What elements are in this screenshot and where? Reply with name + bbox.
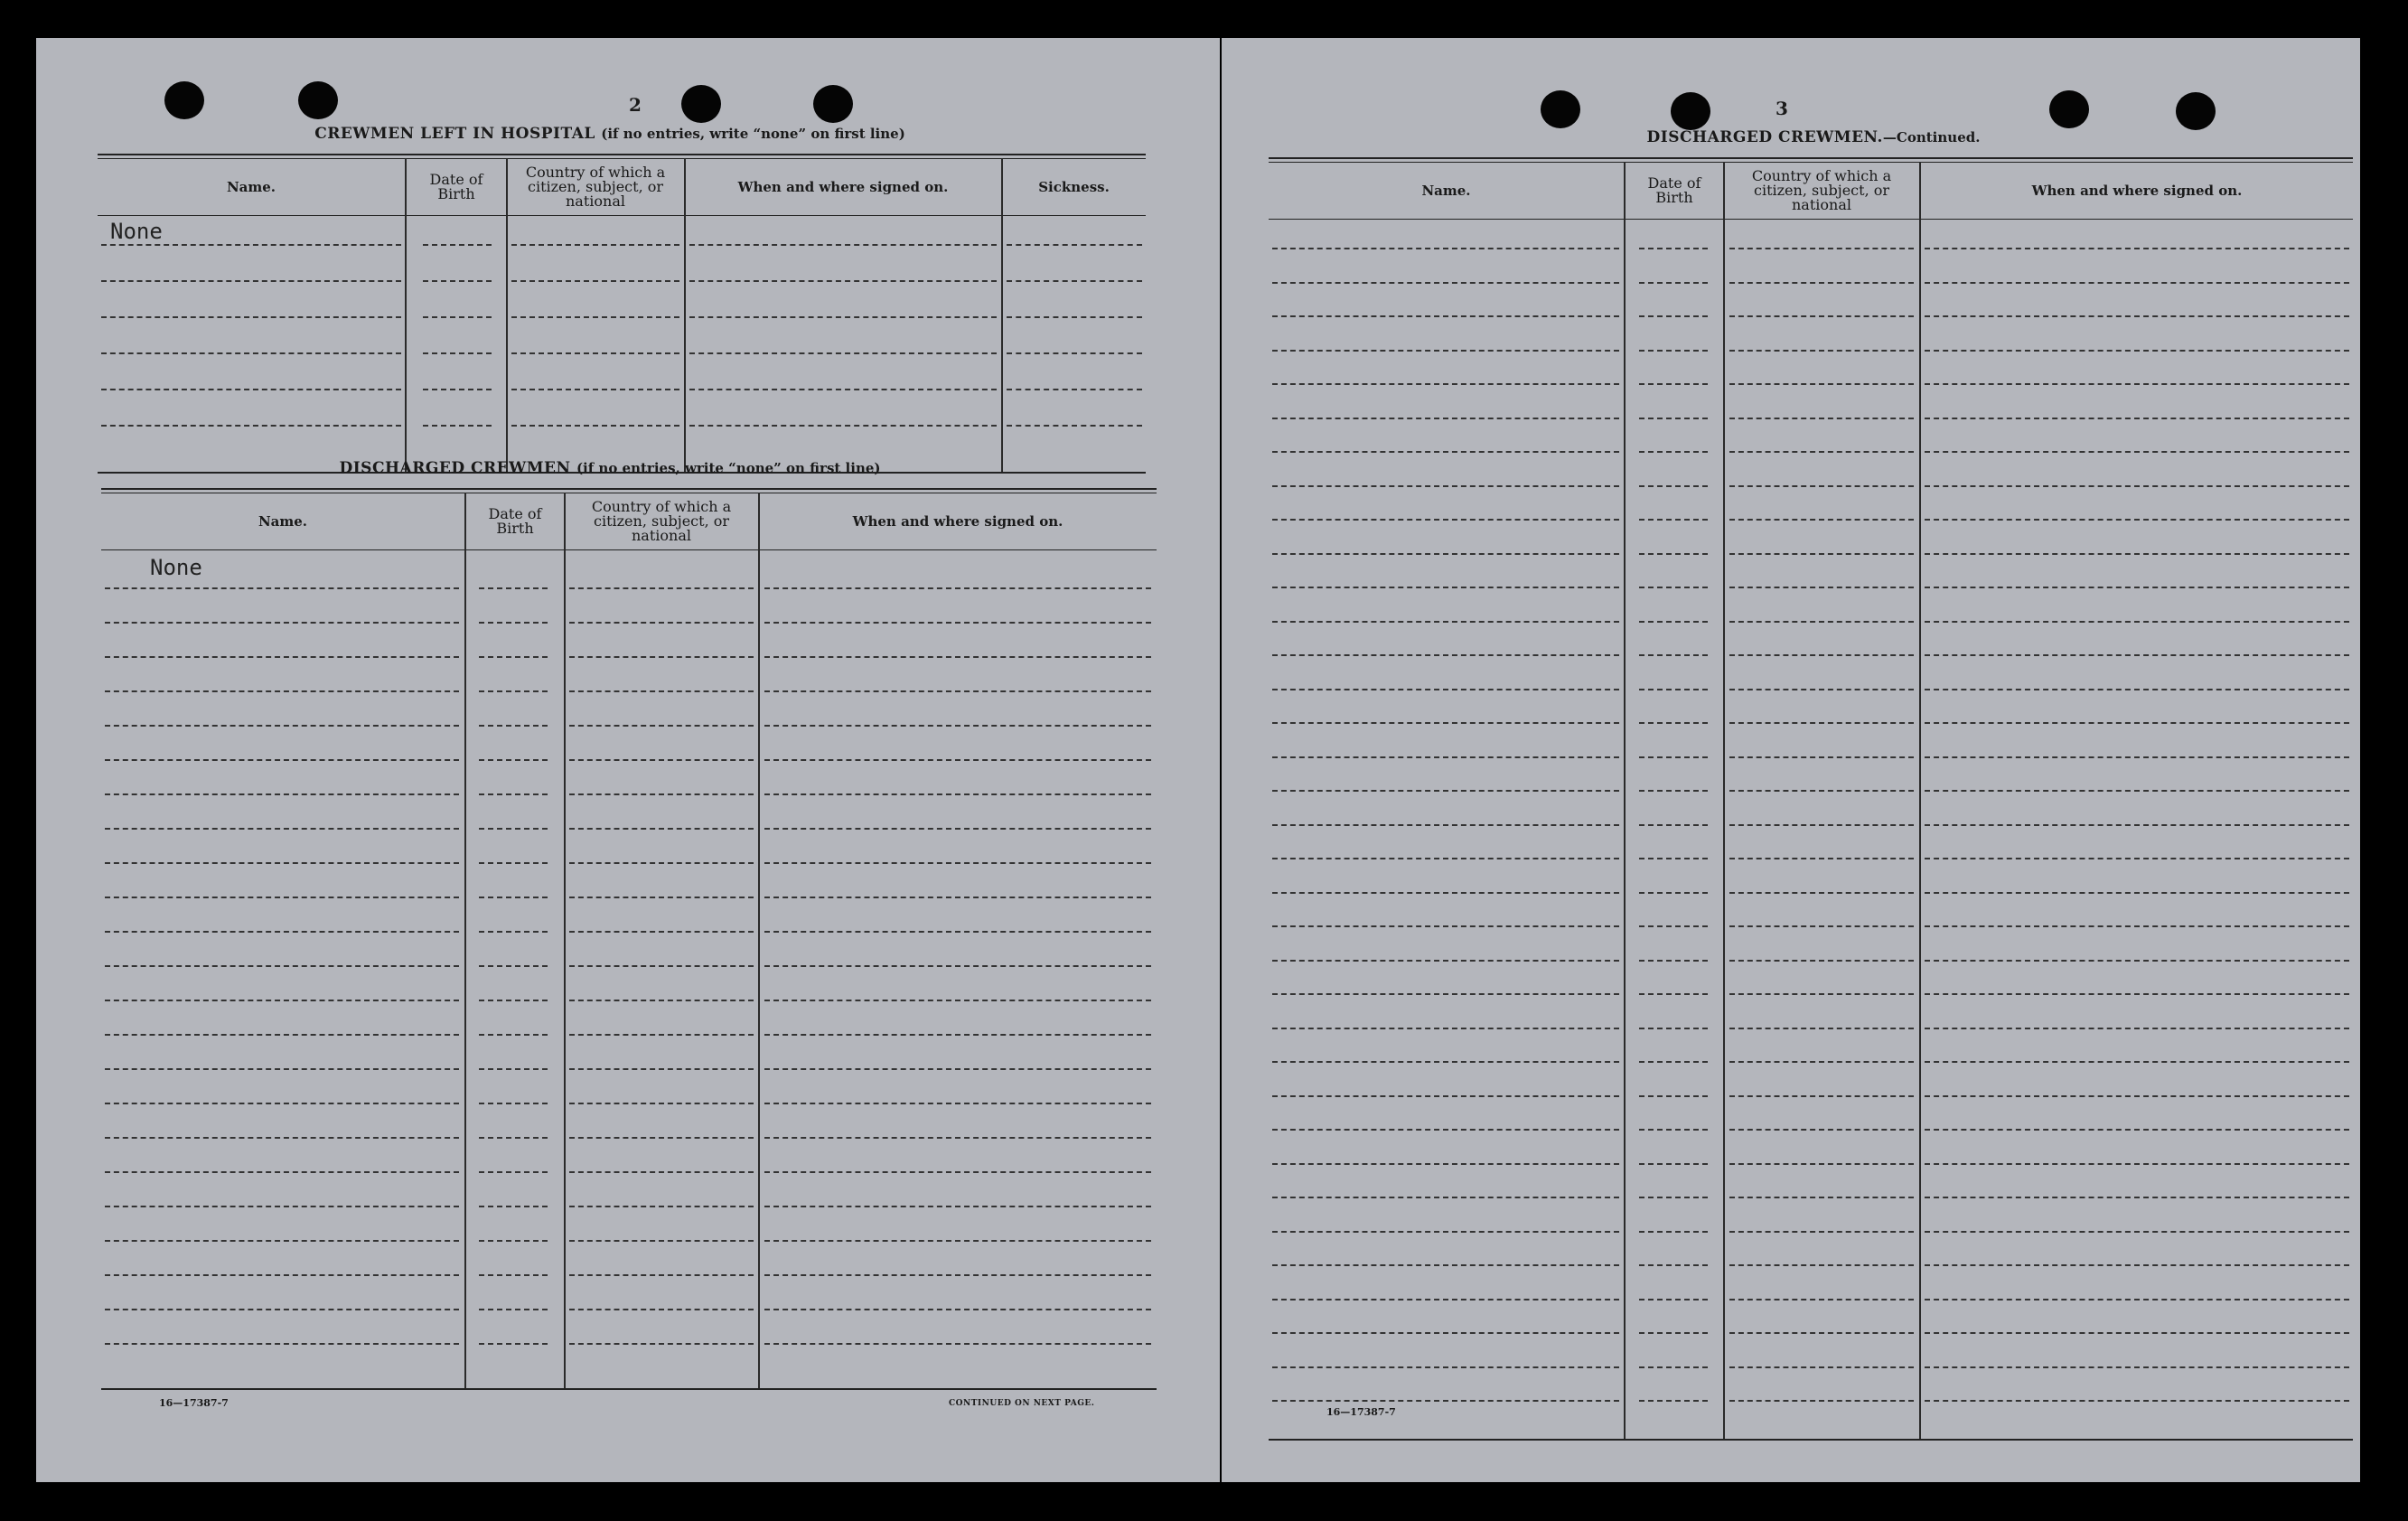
ruled-line: [1639, 418, 1708, 419]
ruled-line: [1272, 1231, 1619, 1233]
ruled-line: [479, 1171, 548, 1173]
column-header-sickness: Sickness.: [1038, 178, 1110, 195]
ruled-line: [1272, 1197, 1619, 1198]
ruled-line: [105, 828, 459, 830]
ruled-line: [1925, 1129, 2349, 1131]
ruled-line: [569, 759, 754, 761]
ruled-line: [1639, 282, 1708, 284]
ruled-line: [1925, 722, 2349, 724]
column-header-date-of-birth: Date of Birth: [429, 171, 483, 202]
column-header-country: Country of which a citizen, subject, or national: [1751, 167, 1892, 213]
ruled-line: [1925, 621, 2349, 623]
ruled-line: [479, 1240, 548, 1242]
ruled-line: [1729, 1095, 1914, 1097]
ruled-line: [1925, 1197, 2349, 1198]
punch-hole: [681, 85, 721, 123]
ruled-line: [1639, 1095, 1708, 1097]
ruled-line: [1639, 519, 1708, 521]
ruled-line: [569, 1240, 754, 1242]
ruled-line: [479, 1068, 548, 1070]
ruled-line: [1272, 350, 1619, 352]
ruled-line: [569, 965, 754, 967]
ruled-line: [1639, 1400, 1708, 1402]
ruled-line: [1272, 315, 1619, 317]
hospital-first-entry: None: [110, 219, 163, 244]
ruled-line: [479, 759, 548, 761]
ruled-line: [1925, 824, 2349, 826]
ruled-line: [1729, 892, 1914, 894]
ruled-line: [569, 587, 754, 589]
ruled-line: [479, 793, 548, 795]
ruled-line: [1639, 621, 1708, 623]
form-number: 16—17387-7: [159, 1397, 229, 1409]
ruled-line: [105, 1000, 459, 1001]
column-header-country: Country of which a citizen, subject, or national: [525, 164, 666, 210]
ruled-line: [764, 931, 1151, 933]
ruled-line: [1925, 1095, 2349, 1097]
ruled-line: [1729, 824, 1914, 826]
ruled-line: [1925, 858, 2349, 859]
ruled-line: [1925, 925, 2349, 927]
column-header-signed-on: When and where signed on.: [2031, 182, 2243, 199]
ruled-line: [1639, 689, 1708, 690]
ruled-line: [105, 1274, 459, 1276]
ruled-line: [1272, 1095, 1619, 1097]
discharged-title-note: (if no entries, write “none” on first line): [576, 460, 881, 476]
ruled-line: [1729, 383, 1914, 385]
ruled-line: [1272, 485, 1619, 487]
discharged-first-entry: None: [150, 555, 202, 580]
punch-hole: [2176, 92, 2216, 130]
ruled-line: [764, 1309, 1151, 1310]
ruled-line: [1272, 383, 1619, 385]
ruled-line: [1729, 282, 1914, 284]
ruled-line: [479, 1137, 548, 1139]
ruled-line: [1272, 1299, 1619, 1300]
ruled-line: [1925, 1332, 2349, 1334]
punch-hole: [2049, 90, 2089, 128]
ruled-line: [569, 656, 754, 658]
ruled-line: [1729, 925, 1914, 927]
ruled-line: [1729, 315, 1914, 317]
ruled-line: [1925, 1264, 2349, 1266]
ruled-line: [1639, 553, 1708, 555]
ruled-line: [764, 1206, 1151, 1207]
ruled-line: [1925, 960, 2349, 962]
ruled-line: [569, 1343, 754, 1345]
column-header-name: Name.: [258, 512, 308, 530]
form-number: 16—17387-7: [1326, 1406, 1396, 1418]
column-header-signed-on: When and where signed on.: [852, 512, 1063, 530]
ruled-line: [1925, 689, 2349, 690]
ruled-line: [1272, 722, 1619, 724]
ruled-line: [1639, 1061, 1708, 1063]
ruled-line: [1925, 519, 2349, 521]
ruled-line: [1729, 993, 1914, 995]
ruled-line: [1729, 1400, 1914, 1402]
ruled-line: [1639, 350, 1708, 352]
ruled-line: [1925, 485, 2349, 487]
ruled-line: [105, 931, 459, 933]
ruled-line: [764, 587, 1151, 589]
ruled-line: [569, 1068, 754, 1070]
ruled-line: [569, 897, 754, 898]
ruled-line: [105, 1137, 459, 1139]
ruled-line: [105, 897, 459, 898]
ruled-line: [1639, 1366, 1708, 1368]
ruled-line: [105, 1343, 459, 1345]
ruled-line: [1272, 587, 1619, 588]
ruled-line: [479, 725, 548, 727]
ruled-line: [105, 862, 459, 864]
ruled-line: [764, 1343, 1151, 1345]
ruled-line: [1729, 1061, 1914, 1063]
ruled-line: [479, 862, 548, 864]
ruled-line: [105, 1171, 459, 1173]
ruled-line: [1639, 925, 1708, 927]
ruled-line: [1925, 248, 2349, 249]
ruled-line: [479, 931, 548, 933]
hospital-table: [98, 154, 1146, 475]
ruled-line: [1925, 282, 2349, 284]
discharged-continued-title: [1294, 128, 2333, 146]
ruled-line: [1272, 1332, 1619, 1334]
hospital-title-text: CREWMEN LEFT IN HOSPITAL: [314, 125, 595, 143]
ruled-line: [479, 690, 548, 692]
column-header-name: Name.: [1421, 182, 1471, 199]
discharged-section-title: [99, 459, 1120, 477]
ruled-line: [764, 725, 1151, 727]
ruled-line: [1925, 993, 2349, 995]
ruled-line: [479, 1343, 548, 1345]
ruled-line: [479, 828, 548, 830]
ruled-line: [1729, 451, 1914, 453]
column-header-date-of-birth: Date of Birth: [1647, 174, 1701, 206]
ruled-line: [1272, 451, 1619, 453]
continued-table: [1269, 157, 2353, 1442]
ruled-line: [569, 622, 754, 624]
ruled-line: [764, 759, 1151, 761]
ruled-line: [1272, 1129, 1619, 1131]
ruled-line: [479, 1000, 548, 1001]
ruled-line: [764, 897, 1151, 898]
ruled-line: [764, 690, 1151, 692]
ruled-line: [479, 1309, 548, 1310]
continued-note: CONTINUED ON NEXT PAGE.: [949, 1399, 1095, 1408]
ruled-line: [1639, 315, 1708, 317]
ruled-line: [1729, 1028, 1914, 1029]
ruled-line: [1639, 722, 1708, 724]
ruled-line: [479, 897, 548, 898]
ruled-line: [1925, 1163, 2349, 1165]
ruled-line: [1925, 892, 2349, 894]
ruled-line: [1729, 553, 1914, 555]
ruled-line: [1272, 892, 1619, 894]
ruled-line: [764, 1034, 1151, 1036]
ruled-line: [764, 656, 1151, 658]
ruled-line: [764, 965, 1151, 967]
ruled-line: [479, 1034, 548, 1036]
page-number: 2: [629, 94, 642, 116]
discharged-title-text: DISCHARGED CREWMEN: [339, 459, 571, 477]
ruled-line: [569, 793, 754, 795]
column-header-date-of-birth: Date of Birth: [488, 505, 542, 537]
ruled-line: [1639, 248, 1708, 249]
ruled-line: [1639, 1264, 1708, 1266]
ruled-line: [569, 1171, 754, 1173]
ruled-line: [1272, 1163, 1619, 1165]
ruled-line: [569, 1000, 754, 1001]
ruled-line: [1272, 553, 1619, 555]
ruled-line: [105, 622, 459, 624]
ruled-line: [1729, 587, 1914, 588]
ruled-line: [1639, 1028, 1708, 1029]
ruled-line: [1925, 553, 2349, 555]
ruled-line: [1729, 1264, 1914, 1266]
ruled-line: [1272, 756, 1619, 758]
ruled-line: [764, 1068, 1151, 1070]
right-page: [1222, 38, 2360, 1482]
ruled-line: [569, 828, 754, 830]
ruled-line: [1272, 790, 1619, 792]
ruled-line: [1639, 654, 1708, 656]
discharged-continued-title-text: DISCHARGED CREWMEN.: [1646, 128, 1883, 146]
ruled-line: [1925, 1299, 2349, 1300]
ruled-line: [569, 1034, 754, 1036]
ruled-line: [569, 931, 754, 933]
ruled-line: [569, 862, 754, 864]
ruled-line: [1639, 1197, 1708, 1198]
ruled-line: [1639, 1129, 1708, 1131]
ruled-line: [479, 1274, 548, 1276]
ruled-line: [105, 1206, 459, 1207]
ruled-line: [105, 759, 459, 761]
ruled-line: [1729, 248, 1914, 249]
ruled-line: [1729, 1332, 1914, 1334]
ruled-line: [1925, 418, 2349, 419]
ruled-line: [105, 725, 459, 727]
ruled-line: [1729, 790, 1914, 792]
ruled-line: [1925, 1400, 2349, 1402]
ruled-line: [1272, 1061, 1619, 1063]
ruled-line: [1272, 925, 1619, 927]
hospital-title-note: (if no entries, write “none” on first line): [601, 126, 905, 142]
ruled-line: [1272, 1028, 1619, 1029]
ruled-line: [1272, 654, 1619, 656]
ruled-line: [1925, 654, 2349, 656]
ruled-line: [105, 1103, 459, 1104]
continued-suffix: —Continued.: [1882, 129, 1981, 146]
ruled-line: [1925, 587, 2349, 588]
punch-hole: [813, 85, 853, 123]
ruled-line: [1639, 383, 1708, 385]
ruled-line: [1729, 960, 1914, 962]
ruled-line: [1729, 621, 1914, 623]
ruled-line: [1925, 1231, 2349, 1233]
punch-hole: [1671, 92, 1710, 130]
punch-hole: [1541, 90, 1580, 128]
ruled-line: [105, 690, 459, 692]
ruled-line: [479, 656, 548, 658]
column-header-signed-on: When and where signed on.: [737, 178, 949, 195]
ruled-line: [1639, 451, 1708, 453]
ruled-line: [1639, 1332, 1708, 1334]
ruled-line: [1729, 418, 1914, 419]
ruled-line: [1639, 858, 1708, 859]
ruled-line: [1729, 689, 1914, 690]
ruled-line: [764, 1240, 1151, 1242]
column-header-name: Name.: [226, 178, 276, 195]
ruled-line: [764, 793, 1151, 795]
ruled-line: [1272, 858, 1619, 859]
ruled-line: [1639, 824, 1708, 826]
ruled-line: [1639, 1299, 1708, 1300]
ruled-line: [1639, 756, 1708, 758]
ruled-line: [1639, 892, 1708, 894]
ruled-line: [1925, 1028, 2349, 1029]
ruled-line: [1925, 350, 2349, 352]
ruled-line: [1272, 1366, 1619, 1368]
ruled-line: [1729, 722, 1914, 724]
ruled-line: [1272, 1400, 1619, 1402]
ruled-line: [569, 1137, 754, 1139]
ruled-line: [764, 828, 1151, 830]
ruled-line: [1729, 519, 1914, 521]
ruled-line: [479, 1103, 548, 1104]
ruled-line: [105, 656, 459, 658]
ruled-line: [105, 965, 459, 967]
ruled-line: [569, 1103, 754, 1104]
ruled-line: [1272, 689, 1619, 690]
ruled-line: [479, 965, 548, 967]
ruled-line: [764, 1103, 1151, 1104]
punch-hole: [298, 81, 338, 119]
ruled-line: [764, 1137, 1151, 1139]
ruled-line: [105, 1240, 459, 1242]
ruled-line: [1925, 1366, 2349, 1368]
ruled-line: [1925, 383, 2349, 385]
ruled-line: [764, 1000, 1151, 1001]
left-page: [36, 38, 1220, 1482]
ruled-line: [569, 690, 754, 692]
ruled-line: [764, 622, 1151, 624]
ruled-line: [1729, 1163, 1914, 1165]
ruled-line: [1639, 485, 1708, 487]
ruled-line: [764, 1274, 1151, 1276]
ruled-line: [105, 1034, 459, 1036]
ruled-line: [105, 1309, 459, 1310]
ruled-line: [1639, 1163, 1708, 1165]
ruled-line: [1272, 993, 1619, 995]
column-header-country: Country of which a citizen, subject, or national: [591, 498, 732, 544]
ruled-line: [1925, 790, 2349, 792]
ruled-line: [569, 1206, 754, 1207]
ruled-line: [569, 1274, 754, 1276]
ruled-line: [1272, 621, 1619, 623]
hospital-section-title: [99, 125, 1120, 143]
ruled-line: [1639, 993, 1708, 995]
ruled-line: [1639, 587, 1708, 588]
ruled-line: [105, 1068, 459, 1070]
ruled-line: [1639, 960, 1708, 962]
ruled-line: [1729, 1197, 1914, 1198]
ruled-line: [764, 1171, 1151, 1173]
ruled-line: [1272, 248, 1619, 249]
ruled-line: [1729, 1129, 1914, 1131]
ruled-line: [1729, 756, 1914, 758]
ruled-line: [1925, 756, 2349, 758]
ruled-line: [1272, 418, 1619, 419]
ruled-line: [1639, 1231, 1708, 1233]
ruled-line: [1925, 451, 2349, 453]
ruled-line: [479, 587, 548, 589]
discharged-table: [101, 488, 1157, 1392]
ruled-line: [1272, 960, 1619, 962]
ruled-line: [764, 862, 1151, 864]
ruled-line: [105, 793, 459, 795]
ruled-line: [1272, 1264, 1619, 1266]
ruled-line: [1925, 315, 2349, 317]
ruled-line: [479, 1206, 548, 1207]
ruled-line: [569, 725, 754, 727]
ruled-line: [1925, 1061, 2349, 1063]
ruled-line: [569, 1309, 754, 1310]
ruled-line: [1729, 1231, 1914, 1233]
ruled-line: [1729, 858, 1914, 859]
page-number: 3: [1776, 98, 1788, 119]
ruled-line: [1729, 1366, 1914, 1368]
ruled-line: [1729, 350, 1914, 352]
punch-hole: [164, 81, 204, 119]
ruled-line: [1729, 485, 1914, 487]
ruled-line: [105, 587, 459, 589]
ruled-line: [1729, 1299, 1914, 1300]
ruled-line: [1729, 654, 1914, 656]
ruled-line: [1272, 282, 1619, 284]
ruled-line: [1272, 824, 1619, 826]
ruled-line: [479, 622, 548, 624]
ruled-line: [1639, 790, 1708, 792]
ruled-line: [1272, 519, 1619, 521]
